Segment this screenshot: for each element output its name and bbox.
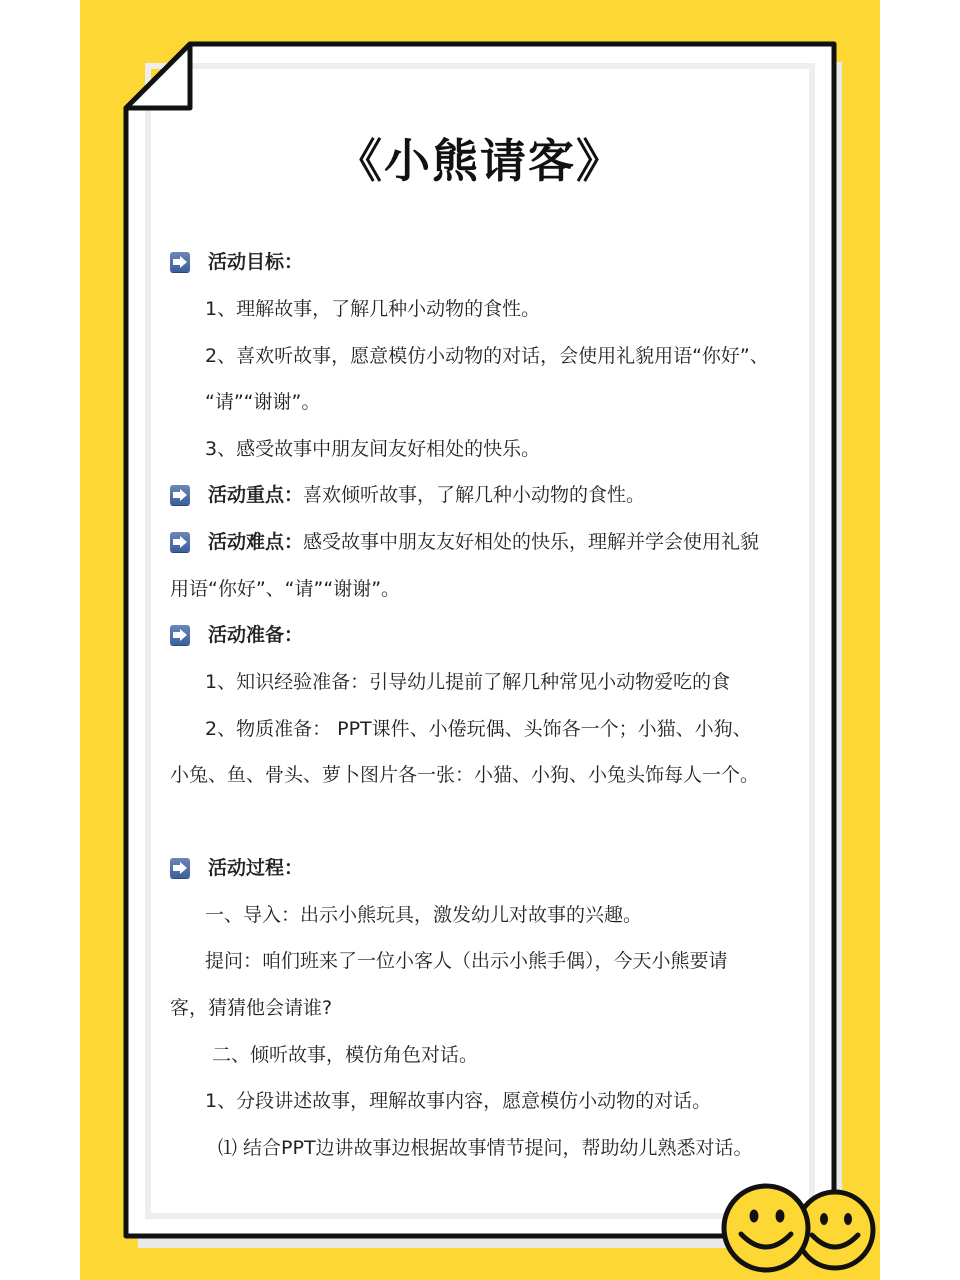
arrow-right-icon [170,532,190,552]
key-point-text: 喜欢倾听故事，了解几种小动物的食性。 [303,484,646,506]
difficulty-text-cont: 用语“你好”、“请”“谢谢”。 [170,578,401,600]
objectives-heading: 活动目标： [208,251,304,273]
process-item: 客，猜猜他会请谁? [170,997,333,1019]
process-item: ⑴ 结合PPT边讲故事边根据故事情节提问，帮助幼儿熟悉对话。 [218,1137,753,1159]
objective-item: “请”“谢谢”。 [205,391,321,413]
key-point-heading: 活动重点： [208,484,304,506]
difficulty [208,529,759,555]
process-heading: 活动过程： [208,857,304,879]
process-item: 提问：咱们班来了一位小客人（出示小熊手偶），今天小熊要请 [205,950,728,972]
process-item: 二、倾听故事，模仿角色对话。 [212,1044,479,1066]
key-point [208,482,645,508]
process-item: 1、分段讲述故事，理解故事内容，愿意模仿小动物的对话。 [205,1090,712,1112]
smiley-face-icon [716,1178,816,1278]
arrow-right-icon [170,485,190,505]
objective-item: 3、感受故事中朋友间友好相处的快乐。 [205,438,541,460]
objective-item: 1、理解故事，了解几种小动物的食性。 [205,298,541,320]
preparation-heading: 活动准备： [208,624,304,646]
difficulty-text: 感受故事中朋友友好相处的快乐，理解并学会使用礼貌 [303,531,760,553]
preparation-item: 小兔、鱼、骨头、萝卜图片各一张：小猫、小狗、小兔头饰每人一个。 [170,764,760,786]
process-item: 一、导入：出示小熊玩具，激发幼儿对故事的兴趣。 [205,904,643,926]
page-title: 《小熊请客》 [336,134,624,188]
preparation-item: 1、知识经验准备：引导幼儿提前了解几种常见小动物爱吃的食 [205,671,731,693]
arrow-right-icon [170,252,190,272]
objective-item: 2、喜欢听故事，愿意模仿小动物的对话，会使用礼貌用语“你好”、 [205,345,769,367]
difficulty-heading: 活动难点： [208,531,304,553]
preparation-item: 2、物质准备： PPT课件、小倦玩偶、头饰各一个；小猫、小狗、 [205,718,752,740]
arrow-right-icon [170,625,190,645]
arrow-right-icon [170,858,190,878]
